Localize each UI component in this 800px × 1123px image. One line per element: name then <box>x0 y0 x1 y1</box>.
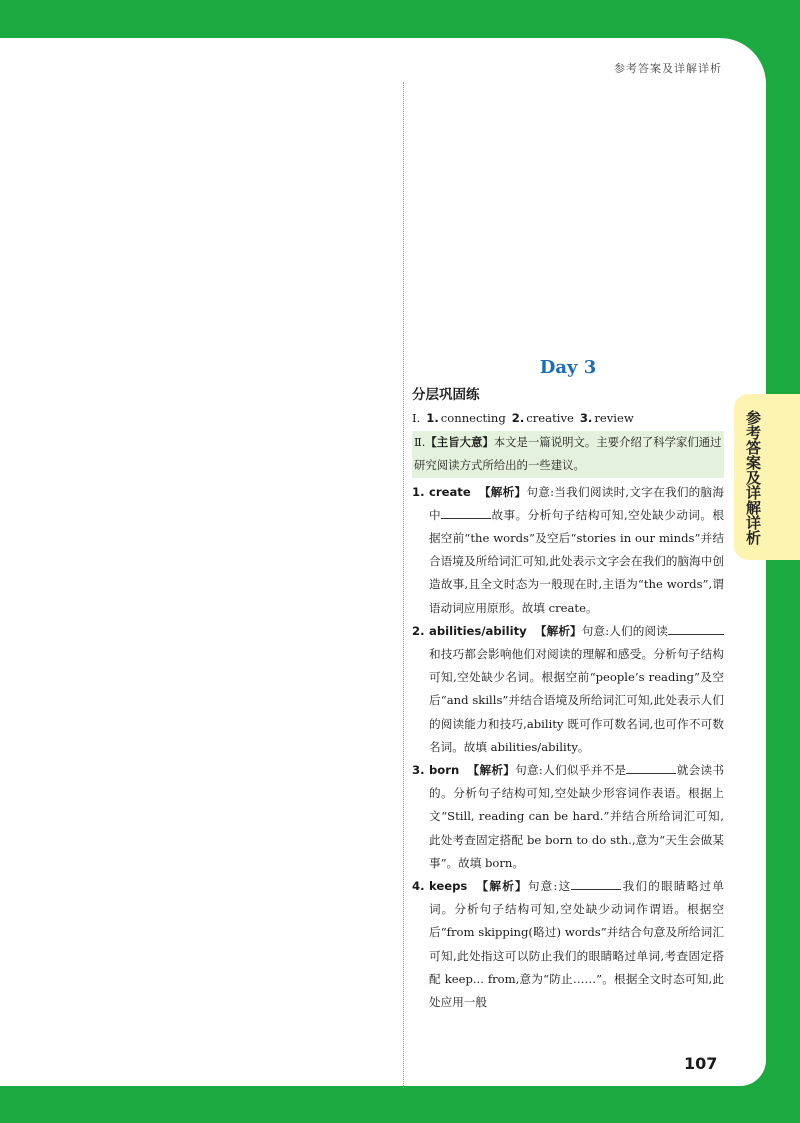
part1-label: Ⅰ. <box>412 411 421 425</box>
part1-num: 1. <box>426 411 439 425</box>
part1-answer: connecting <box>440 411 506 425</box>
answer-number: 3. <box>412 763 425 778</box>
answer-number: 4. <box>412 879 425 894</box>
part2-label: Ⅱ. <box>414 435 426 450</box>
answer-item <box>412 620 724 759</box>
analysis-text: 句意:这 <box>527 879 572 894</box>
analysis-text: 就会读书的。分析句子结构可知,空处缺少形容词作表语。根据上文“Still, reading can be hard.”并结合所给词汇可知,此处考查固定搭配 be born to do sth.,意为“天生会做某事”。故填 born。 <box>429 763 724 870</box>
answer-number: 1. <box>412 484 425 499</box>
answer-item <box>412 759 724 875</box>
answer-item <box>412 875 724 1014</box>
analysis-text: 和技巧都会影响他们对阅读的理解和感受。分析句子结构可知,空处缺少名词。根据空前“people’s reading”及空后“and skills”并结合语境及所给词汇可知,此处表示人们的阅读能力和技巧,ability 既可作可数名词,也可作不可数名词。故填 abilities/ability。 <box>429 647 724 754</box>
part1-answers <box>412 407 724 430</box>
main-idea-tag: 【主旨大意】 <box>425 435 494 450</box>
main-idea-box <box>412 431 724 477</box>
page-number: 107 <box>684 1054 718 1073</box>
analysis-text: 我们的眼睛略过单词。分析句子结构可知,空处缺少动词作谓语。根据空后“from skipping(略过) words”并结合句意及所给词汇可知,此处指这可以防止我们的眼睛略过单词,考查固定搭配 keep... from,意为“防止……”。根据全文时态可知,此处应用一般 <box>429 879 724 1010</box>
fill-blank <box>668 622 696 635</box>
column-divider <box>403 82 404 1088</box>
day-title: Day 3 <box>539 357 597 378</box>
answer-item <box>412 481 724 620</box>
analysis-text: 句意:人们似乎并不是 <box>515 763 627 778</box>
analysis-tag: 【解析】 <box>478 484 527 499</box>
analysis-tag: 【解析】 <box>467 763 516 778</box>
part1-answer: review <box>594 411 634 425</box>
fill-blank <box>571 877 621 890</box>
fill-blank <box>626 761 676 774</box>
answer-word: keeps <box>429 879 468 894</box>
answer-word: born <box>429 763 460 778</box>
part1-num: 2. <box>511 411 525 425</box>
answer-word: abilities/ability <box>429 623 527 638</box>
analysis-tag: 【解析】 <box>534 623 582 638</box>
analysis-text: 句意:当我们阅读时,文字在我们的脑海中 <box>429 484 724 522</box>
fill-blank <box>696 622 724 635</box>
answer-word: create <box>429 484 471 499</box>
side-tab-label: 参考答案及详解详析 <box>744 410 762 545</box>
analysis-tag: 【解析】 <box>475 879 528 894</box>
part1-answer: creative <box>526 411 574 425</box>
answer-column <box>412 355 724 1014</box>
section-title: 分层巩固练 <box>412 387 480 403</box>
fill-blank <box>441 506 491 519</box>
part1-num: 3. <box>579 411 593 425</box>
main-idea-text: 本文是一篇说明文。主要介绍了科学家们通过研究阅读方式所给出的一些建议。 <box>414 435 722 473</box>
analysis-text: 故事。分析句子结构可知,空处缺少动词。根据空前“the words”及空后“stories in our minds”并结合语境及所给词汇可知,此处表示文字会在我们的脑海中创造故事,且全文时态为一般现在时,主语为“the words”,谓语动词应用原形。故填 create。 <box>429 507 724 615</box>
header-title: 参考答案及详解详析 <box>614 62 722 75</box>
answer-number: 2. <box>412 623 425 638</box>
analysis-text: 句意:人们的阅读 <box>581 623 668 638</box>
